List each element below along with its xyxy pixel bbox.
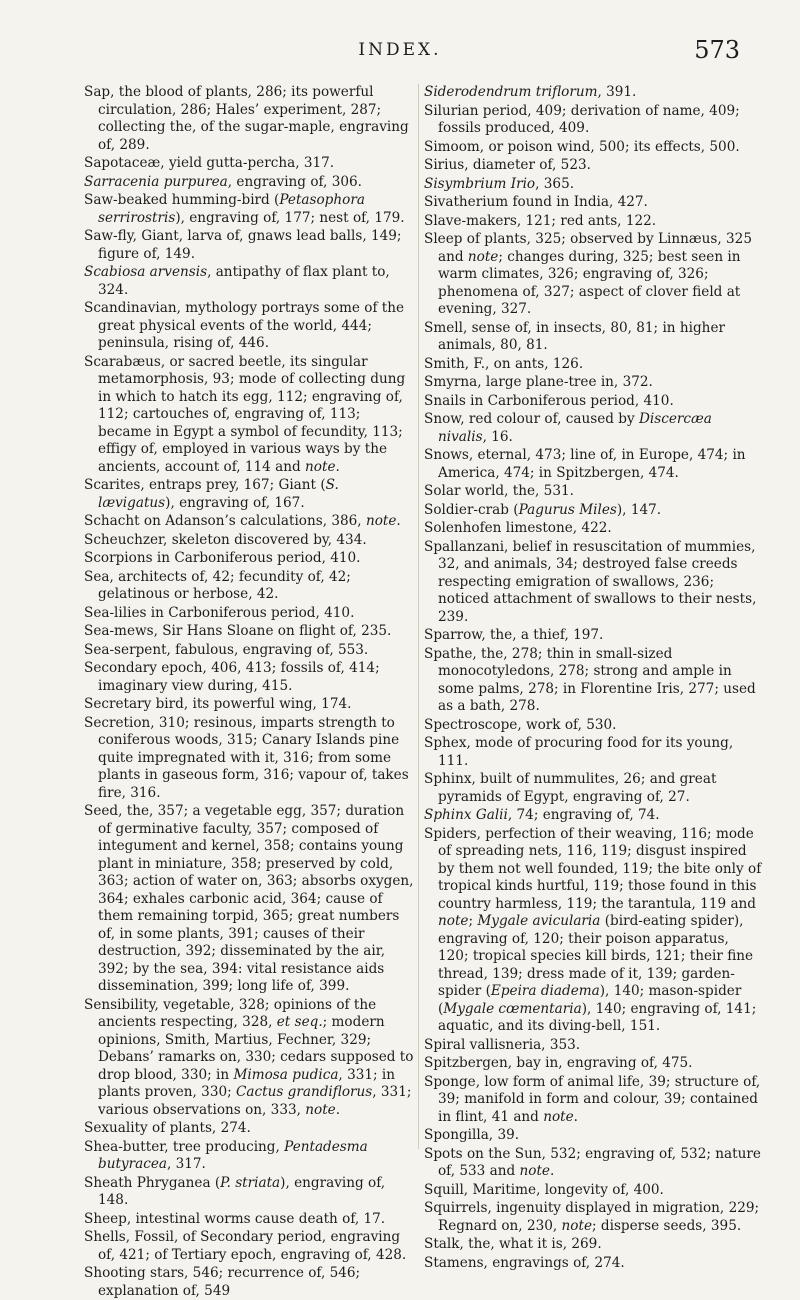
index-entry: Squirrels, ingenuity displayed in migration, 229; Regnard on, 230, note; disperse seeds, 395. [424, 1200, 760, 1234]
index-entry: Sheath Phryganea (P. striata), engraving of, 148. [84, 1174, 386, 1208]
index-entry: Sleep of plants, 325; observed by Linnæus, 325 and note; changes during, 325; best seen in warm climates, 326; engraving of, 326; phenomena of, 327; aspect of clover field at evening, 327. [424, 231, 752, 317]
index-entry: Slave-makers, 121; red ants, 122. [424, 212, 657, 229]
index-entry: Siderodendrum triflorum, 391. [424, 84, 637, 100]
index-entry: Sheep, intestinal worms cause death of, 17. [84, 1210, 386, 1227]
index-entry: Sponge, low form of animal life, 39; structure of, 39; manifold in form and colour, 39; contained in flint, 41 and note. [424, 1073, 761, 1125]
index-entry: Sea-mews, Sir Hans Sloane on flight of, 235. [84, 623, 392, 639]
index-entry: Sarracenia purpurea, engraving of, 306. [84, 173, 362, 190]
index-entry: Smith, F., on ants, 126. [424, 355, 584, 372]
index-entry: Stamens, engravings of, 274. [424, 1254, 625, 1271]
index-entry: Sivatherium found in India, 427. [424, 194, 648, 210]
index-entry: Saw-fly, Giant, larva of, gnaws lead balls, 149; figure of, 149. [84, 228, 402, 262]
index-entry: Scabiosa arvensis, antipathy of flax plant to, 324. [84, 264, 390, 298]
index-entry: Sapotaceæ, yield gutta-percha, 317. [84, 155, 335, 171]
index-entry: Snails in Carboniferous period, 410. [424, 392, 674, 409]
index-entry: Spitzbergen, bay in, engraving of, 475. [424, 1055, 693, 1071]
index-entry: Sea, architects of, 42; fecundity of, 42; gelatinous or herbose, 42. [84, 568, 351, 602]
index-entry: Sea-lilies in Carboniferous period, 410. [84, 604, 355, 621]
index-entry: Scarites, entraps prey, 167; Giant (S. lævigatus), engraving of, 167. [84, 477, 339, 511]
index-entry: Simoom, or poison wind, 500; its effects, 500. [424, 138, 740, 155]
index-entry: Snows, eternal, 473; line of, in Europe, 474; in America, 474; in Spitzbergen, 474. [424, 447, 746, 481]
index-entry: Sphinx, built of nummulites, 26; and great pyramids of Egypt, engraving of, 27. [424, 771, 717, 805]
index-entry: Sisymbrium Irio, 365. [424, 175, 575, 192]
index-entry: Sphex, mode of procuring food for its young, 111. [424, 735, 734, 769]
index-entry: Schacht on Adanson’s calculations, 386, note. [84, 513, 401, 529]
index-entry: Sap, the blood of plants, 286; its powerful circulation, 286; Hales’ experiment, 287; collecting the, of the sugar-maple, engraving of, 289. [84, 84, 409, 153]
page-header [0, 36, 800, 70]
index-entry: Spectroscope, work of, 530. [424, 716, 617, 733]
index-entry: Soldier-crab (Pagurus Miles), 147. [424, 501, 662, 518]
index-entry: Scandinavian, mythology portrays some of the great physical events of the world, 444; peninsula, rising of, 446. [84, 300, 405, 351]
index-entry: Silurian period, 409; derivation of name, 409; fossils produced, 409. [424, 102, 740, 136]
index-entry: Spiral vallisneria, 353. [424, 1036, 581, 1053]
index-entry: Squill, Maritime, longevity of, 400. [424, 1181, 664, 1198]
index-entry: Scorpions in Carboniferous period, 410. [84, 550, 361, 566]
index-column-left [84, 84, 414, 1299]
page-title: INDEX. [358, 40, 442, 60]
index-entry: Seed, the, 357; a vegetable egg, 357; duration of germinative faculty, 357; composed of integument and kernel, 358; contains young plant in miniature, 358; preserved by cold, 363; action of water on, 363; absorbs oxygen, 364; exhales carbonic acid, 364; cause of them remaining torpid, 365; great numbers of, in some plants, 391; causes of their destruction, 392; disseminated by the air, 392; by the sea, 394: vital resistance aids dissemination, 399; long life of, 399. [84, 803, 414, 994]
index-entry: Secondary epoch, 406, 413; fossils of, 414; imaginary view during, 415. [84, 660, 380, 694]
index-column-right [424, 84, 762, 1271]
index-entry: Scarabæus, or sacred beetle, its singular metamorphosis, 93; mode of collecting dung in which to hatch its egg, 112; engraving of, 112; cartouches of, engraving of, 113; became in Egypt a symbol of fecundity, 113; effigy of, employed in various ways by the ancients, account of, 114 and note. [84, 353, 406, 475]
index-entry: Stalk, the, what it is, 269. [424, 1236, 602, 1252]
index-entry: Solenhofen limestone, 422. [424, 520, 612, 536]
index-entry: Spongilla, 39. [424, 1127, 520, 1143]
index-entry: Scheuchzer, skeleton discovered by, 434. [84, 531, 367, 548]
index-entry: Sirius, diameter of, 523. [424, 157, 591, 173]
index-entry: Smell, sense of, in insects, 80, 81; in higher animals, 80, 81. [424, 319, 725, 353]
index-entry: Shea-butter, tree producing, Pentadesma butyracea, 317. [84, 1138, 368, 1172]
index-entry: Saw-beaked humming-bird (Petasophora serrirostris), engraving of, 177; nest of, 179. [84, 192, 405, 226]
index-entry: Sphinx Galii, 74; engraving of, 74. [424, 807, 660, 823]
index-entry: Solar world, the, 531. [424, 483, 574, 499]
index-entry: Sensibility, vegetable, 328; opinions of the ancients respecting, 328, et seq.; modern opinions, Smith, Martius, Fechner, 329; Debans’ ramarks on, 330; cedars supposed to drop blood, 330; in Mimosa pudica, 331; in plants proven, 330; Cactus grandiflorus, 331; various observations on, 333, note. [84, 996, 414, 1118]
column-divider [418, 84, 419, 1149]
index-entry: Sexuality of plants, 274. [84, 1120, 251, 1136]
index-entry: Secretary bird, its powerful wing, 174. [84, 696, 352, 712]
index-entry: Spots on the Sun, 532; engraving of, 532; nature of, 533 and note. [424, 1145, 761, 1179]
index-entry: Spiders, perfection of their weaving, 116; mode of spreading nets, 116, 119; disgust inspired by them not well founded, 119; the bite only of tropical kinds hurtful, 119; those found in this country harmless, 119; the tarantula, 119 and note; Mygale avicularia (bird-eating spider), engraving of, 120; their poison apparatus, 120; tropical species kill birds, 121; their fine thread, 139; dress made of it, 139; garden-spider (Epeira diadema), 140; mason-spider (Mygale cœmentaria), 140; engraving of, 141; aquatic, and its diving-bell, 151. [424, 825, 762, 1034]
index-entry: Secretion, 310; resinous, imparts strength to coniferous woods, 315; Canary Islands pine quite impregnated with it, 316; from some plants in gaseous form, 316; vapour of, takes fire, 316. [84, 714, 409, 801]
index-entry: Shooting stars, 546; recurrence of, 546; explanation of, 549 [84, 1265, 361, 1299]
index-entry: Spallanzani, belief in resuscitation of mummies, 32, and animals, 34; destroyed false creeds respecting emigration of swallows, 236; noticed attachment of swallows to their nests, 239. [424, 538, 757, 625]
index-entry: Sparrow, the, a thief, 197. [424, 627, 604, 643]
index-entry: Shells, Fossil, of Secondary period, engraving of, 421; of Tertiary epoch, engraving of, 428. [84, 1229, 407, 1263]
index-entry: Snow, red colour of, caused by Discercæa nivalis, 16. [424, 411, 712, 445]
index-entry: Smyrna, large plane-tree in, 372. [424, 374, 653, 390]
index-entry: Sea-serpent, fabulous, engraving of, 553. [84, 641, 369, 658]
page-number: 573 [694, 36, 740, 64]
index-entry: Spathe, the, 278; thin in small-sized monocotyledons, 278; strong and ample in some palms, 278; in Florentine Iris, 277; used as a bath, 278. [424, 645, 756, 714]
